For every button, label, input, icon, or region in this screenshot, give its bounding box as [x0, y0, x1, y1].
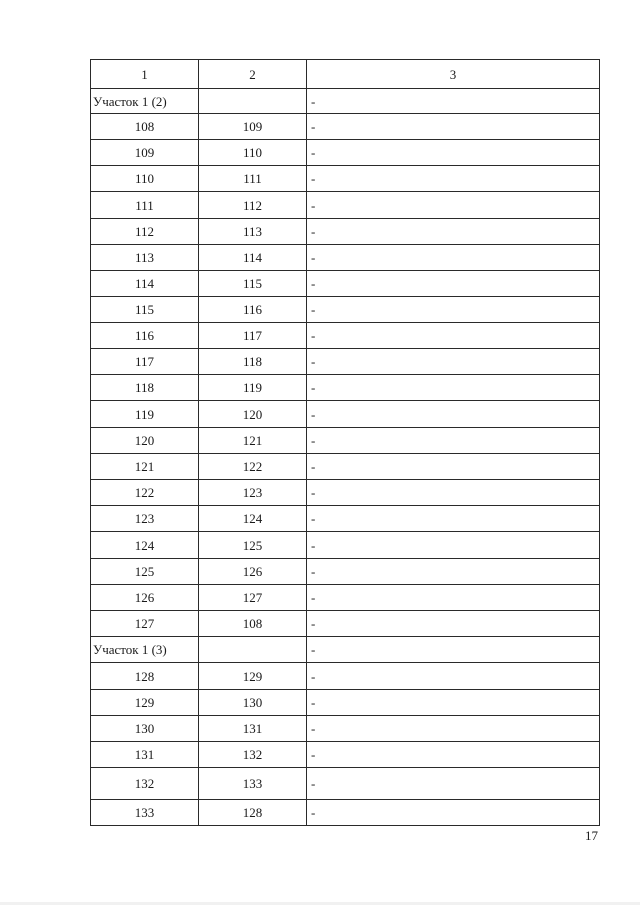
cell-col-1: 131 [91, 742, 199, 768]
table-row [91, 585, 600, 611]
cell-col-1: 110 [91, 166, 199, 192]
cell-col-3: - [307, 323, 600, 349]
cell-col-1: Участок 1 (3) [91, 637, 199, 663]
table-row [91, 768, 600, 800]
cell-col-3: - [307, 114, 600, 140]
cell-col-1: 129 [91, 690, 199, 716]
table-row [91, 742, 600, 768]
cell-col-2: 124 [199, 506, 307, 532]
cell-col-1: 119 [91, 401, 199, 428]
cell-col-1: 132 [91, 768, 199, 800]
cell-col-3: - [307, 375, 600, 401]
page-number: 17 [585, 828, 598, 843]
cell-col-3: - [307, 428, 600, 454]
cell-col-3: - [307, 585, 600, 611]
cell-col-2: 127 [199, 585, 307, 611]
table-row [91, 480, 600, 506]
cell-col-1: 116 [91, 323, 199, 349]
cell-col-2 [199, 637, 307, 663]
cell-col-3: - [307, 89, 600, 114]
cell-col-3: - [307, 349, 600, 375]
table-row [91, 690, 600, 716]
table-row [91, 297, 600, 323]
table-row [91, 800, 600, 826]
table-row [91, 245, 600, 271]
table-row [91, 454, 600, 480]
cell-col-3: - [307, 690, 600, 716]
cell-col-2: 125 [199, 532, 307, 559]
section-row [91, 637, 600, 663]
table-row [91, 611, 600, 637]
cell-col-3: - [307, 297, 600, 323]
table-row [91, 323, 600, 349]
cell-col-2: 111 [199, 166, 307, 192]
cell-col-3: - [307, 166, 600, 192]
cell-col-3: - [307, 140, 600, 166]
table-header-row [91, 60, 600, 89]
table-row [91, 219, 600, 245]
cell-col-2: 118 [199, 349, 307, 375]
table-row [91, 349, 600, 375]
cell-col-2: 132 [199, 742, 307, 768]
cell-col-2: 110 [199, 140, 307, 166]
cell-col-2: 113 [199, 219, 307, 245]
cell-col-1: 126 [91, 585, 199, 611]
cell-col-1: 114 [91, 271, 199, 297]
cell-col-3: - [307, 800, 600, 826]
cell-col-1: 108 [91, 114, 199, 140]
cell-col-3: - [307, 401, 600, 428]
table-row [91, 140, 600, 166]
header-col-1: 1 [91, 60, 199, 89]
header-col-3: 3 [307, 60, 600, 89]
cell-col-2: 112 [199, 192, 307, 219]
table-row [91, 559, 600, 585]
cell-col-1: 121 [91, 454, 199, 480]
cell-col-3: - [307, 192, 600, 219]
cell-col-1: 122 [91, 480, 199, 506]
cell-col-1: 120 [91, 428, 199, 454]
cell-col-1: 125 [91, 559, 199, 585]
table-row [91, 271, 600, 297]
cell-col-3: - [307, 768, 600, 800]
cell-col-2: 130 [199, 690, 307, 716]
cell-col-1: 133 [91, 800, 199, 826]
table-row [91, 114, 600, 140]
table-row [91, 663, 600, 690]
cell-col-2: 126 [199, 559, 307, 585]
cell-col-1: 115 [91, 297, 199, 323]
cell-col-3: - [307, 454, 600, 480]
cell-col-2: 122 [199, 454, 307, 480]
cell-col-1: 111 [91, 192, 199, 219]
cell-col-2: 117 [199, 323, 307, 349]
cell-col-3: - [307, 271, 600, 297]
cell-col-1: 123 [91, 506, 199, 532]
cell-col-2: 108 [199, 611, 307, 637]
table-row [91, 166, 600, 192]
cell-col-1: 117 [91, 349, 199, 375]
cell-col-1: 118 [91, 375, 199, 401]
table-row [91, 506, 600, 532]
cell-col-2: 109 [199, 114, 307, 140]
cell-col-2: 133 [199, 768, 307, 800]
cell-col-3: - [307, 532, 600, 559]
cell-col-2: 120 [199, 401, 307, 428]
coordinates-table [90, 59, 600, 826]
cell-col-2: 128 [199, 800, 307, 826]
cell-col-3: - [307, 663, 600, 690]
header-col-2: 2 [199, 60, 307, 89]
cell-col-2 [199, 89, 307, 114]
cell-col-2: 115 [199, 271, 307, 297]
cell-col-3: - [307, 480, 600, 506]
cell-col-1: 113 [91, 245, 199, 271]
cell-col-3: - [307, 742, 600, 768]
cell-col-1: 128 [91, 663, 199, 690]
cell-col-1: 130 [91, 716, 199, 742]
cell-col-2: 123 [199, 480, 307, 506]
cell-col-2: 131 [199, 716, 307, 742]
cell-col-2: 129 [199, 663, 307, 690]
cell-col-3: - [307, 716, 600, 742]
cell-col-3: - [307, 506, 600, 532]
table-row [91, 532, 600, 559]
table-row [91, 716, 600, 742]
cell-col-1: 112 [91, 219, 199, 245]
cell-col-3: - [307, 611, 600, 637]
table-body [91, 60, 600, 826]
cell-col-2: 119 [199, 375, 307, 401]
table-row [91, 375, 600, 401]
cell-col-3: - [307, 637, 600, 663]
cell-col-1: 124 [91, 532, 199, 559]
cell-col-3: - [307, 219, 600, 245]
cell-col-2: 116 [199, 297, 307, 323]
cell-col-1: 109 [91, 140, 199, 166]
table-row [91, 192, 600, 219]
table-row [91, 428, 600, 454]
cell-col-3: - [307, 245, 600, 271]
section-row [91, 89, 600, 114]
cell-col-1: 127 [91, 611, 199, 637]
table-row [91, 401, 600, 428]
cell-col-3: - [307, 559, 600, 585]
cell-col-2: 121 [199, 428, 307, 454]
cell-col-2: 114 [199, 245, 307, 271]
cell-col-1: Участок 1 (2) [91, 89, 199, 114]
